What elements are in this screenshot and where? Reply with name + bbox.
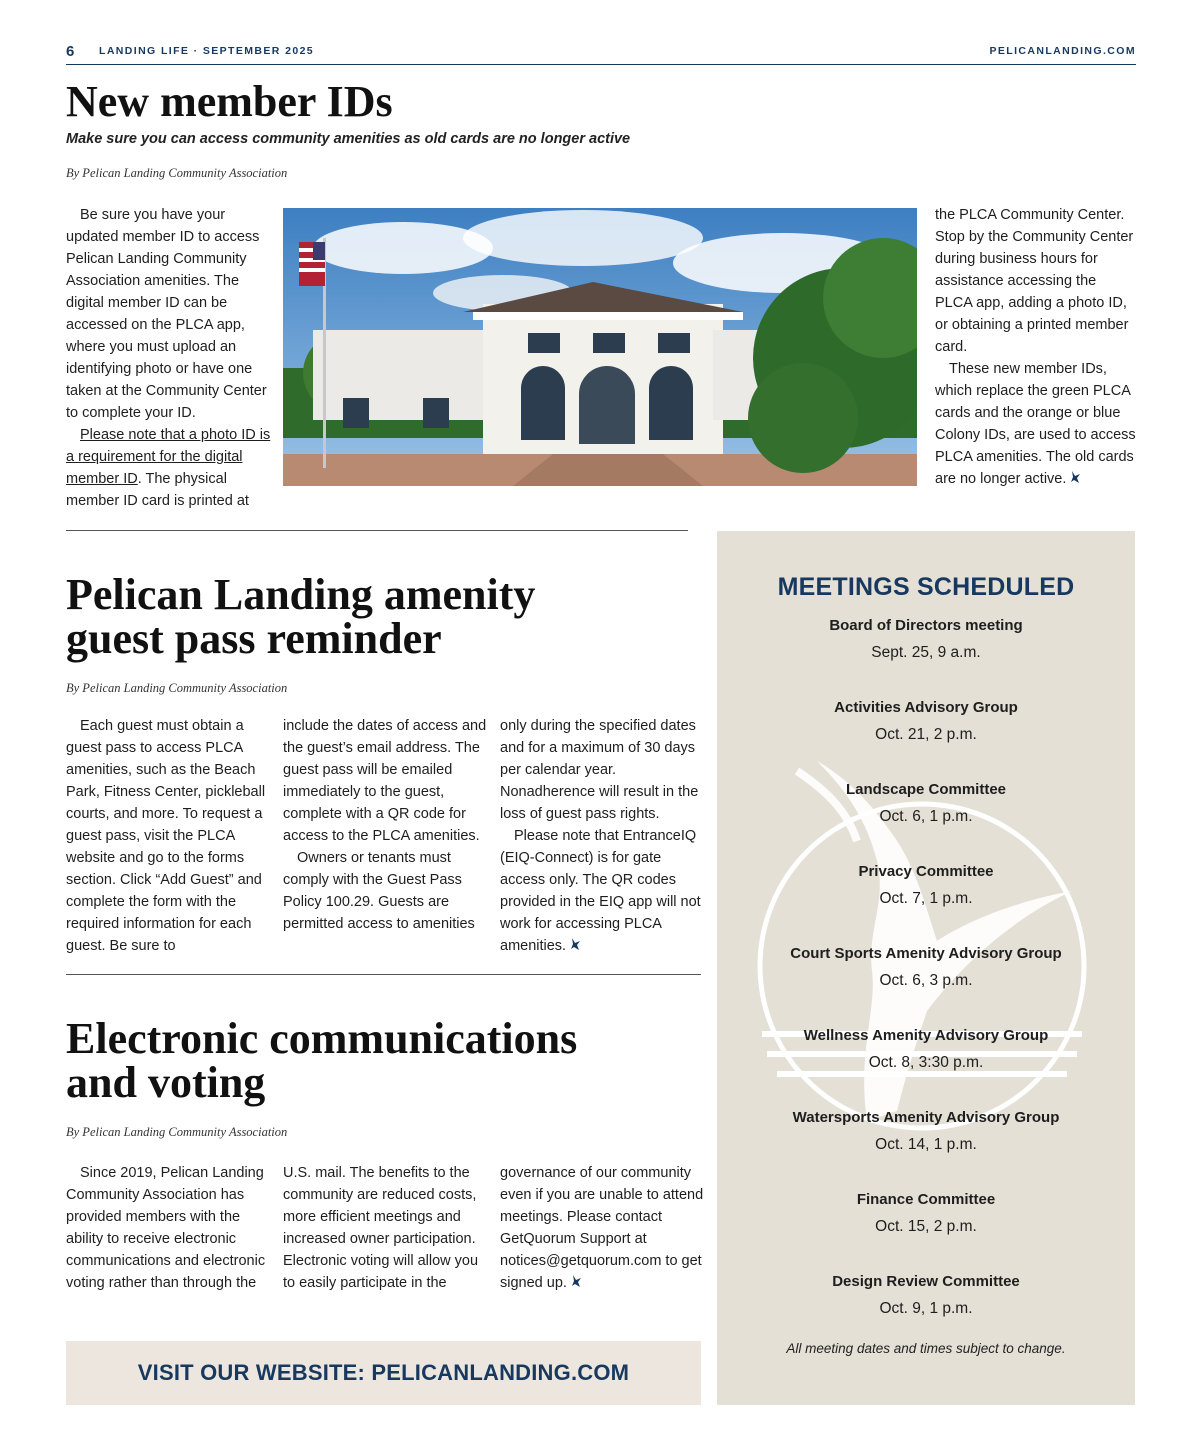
meeting-name: Design Review Committee [832,1273,1020,1290]
article1-text: These new member IDs, which replace the green PLCA cards and the orange or blue Colony IDs, are used to access PLCA amenities. The old cards are no longer active. [935,361,1136,487]
article2-paragraph: only during the specified dates and for a maximum of 30 days per calendar year. Nonadherence will result in the loss of guest pass rights. [500,718,699,822]
article3-column-1 [66,1162,271,1294]
meeting-name: Wellness Amenity Advisory Group [803,1027,1049,1044]
issue-label: LANDING LIFE · SEPTEMBER 2025 [99,45,315,57]
pelican-end-icon [1069,470,1082,484]
meeting-item [717,615,1135,664]
section-divider [66,530,688,531]
meeting-date: Oct. 21, 2 p.m. [875,726,977,743]
article2-paragraph: Owners or tenants must comply with the Guest Pass Policy 100.29. Guests are permitted access to amenities [283,850,475,932]
article3-paragraph: Since 2019, Pelican Landing Community Association has provided members with the ability to receive electronic communications and electronic voting rather than through the [66,1165,266,1291]
article2-text: Please note that EntranceIQ (EIQ-Connect) is for gate access only. The QR codes provided in the EIQ app will not work for accessing PLCA amenities. [500,828,701,954]
article2-column-3 [500,715,705,957]
meetings-title: MEETINGS SCHEDULED [777,573,1075,601]
meeting-name: Activities Advisory Group [834,699,1018,716]
meeting-date: Oct. 7, 1 p.m. [879,890,973,907]
article2-column-1 [66,715,271,957]
meeting-date: Oct. 15, 2 p.m. [875,1218,977,1235]
meeting-name: Finance Committee [856,1191,996,1208]
flag-icon [299,242,325,286]
article1-headline: New member IDs [66,77,393,126]
meeting-date: Oct. 6, 3 p.m. [879,972,973,989]
article1-column-1 [66,204,271,512]
article1-paragraph [66,424,271,512]
meeting-date: Oct. 6, 1 p.m. [879,808,973,825]
article3-headline-line: and voting [66,1058,266,1107]
meeting-item [717,779,1135,828]
section-divider [66,974,701,975]
community-center-photo [283,208,917,486]
article2-paragraph: Each guest must obtain a guest pass to access PLCA amenities, such as the Beach Park, Fitness Center, pickleball courts, and more. To request a guest pass, visit the PLCA website and go to the forms section. Click “Add Guest” and complete the form with the required information for each guest. Be sure to [66,718,266,954]
meeting-item [717,1025,1135,1074]
meeting-item [717,1107,1135,1156]
meeting-name: Court Sports Amenity Advisory Group [790,945,1062,962]
meeting-item [717,1271,1135,1320]
meeting-item [717,1189,1135,1238]
article1-paragraph: Be sure you have your updated member ID to access Pelican Landing Community Association amenities. The digital member ID can be accessed on the PLCA app, where you must upload an identifying photo or have one taken at the Community Center to complete your ID. [66,207,267,421]
article2-paragraph [500,825,705,957]
article2-paragraph: include the dates of access and the guest’s email address. The guest pass will be emailed immediately to the guest, complete with a QR code for access to the PLCA amenities. [283,718,487,844]
meeting-date: Sept. 25, 9 a.m. [871,644,981,661]
article3-headline-line: Electronic communications [66,1014,578,1063]
article1-paragraph: the PLCA Community Center. Stop by the Community Center during business hours for assistance accessing the PLCA app, adding a photo ID, or obtaining a printed member card. [935,207,1134,355]
site-url[interactable]: PELICANLANDING.COM [989,45,1136,57]
meeting-item [717,943,1135,992]
article3-column-3 [500,1162,705,1294]
article2-byline: By Pelican Landing Community Association [66,681,288,695]
website-banner[interactable] [66,1341,701,1405]
article2-headline [66,570,536,663]
article1-paragraph [935,358,1136,490]
community-center-image [283,208,917,486]
article3-byline: By Pelican Landing Community Association [66,1125,288,1139]
pelican-end-icon [570,1274,583,1288]
meeting-name: Board of Directors meeting [829,617,1023,634]
article3-column-2 [283,1162,488,1294]
article2-column-2 [283,715,488,935]
meeting-date: Oct. 14, 1 p.m. [875,1136,977,1153]
article1-dek: Make sure you can access community amenities as old cards are no longer active [66,131,631,147]
article2-headline-line: Pelican Landing amenity [66,570,536,619]
meeting-name: Landscape Committee [845,781,1007,798]
pelican-end-icon [569,937,582,951]
meeting-date: Oct. 9, 1 p.m. [879,1300,973,1317]
meetings-panel [717,531,1135,1405]
article3-headline [66,1014,578,1107]
article1-text: . The physical member ID card is printed at [66,471,249,509]
meeting-date: Oct. 8, 3:30 p.m. [868,1054,984,1071]
article3-text: governance of our community even if you are unable to attend meetings. Please contact GetQuorum Support at notices@getquorum.com to get signed up. [500,1165,704,1291]
article1-column-2 [935,204,1136,490]
meeting-item [717,697,1135,746]
article1-byline: By Pelican Landing Community Association [66,166,288,180]
meetings-note: All meeting dates and times subject to change. [786,1341,1066,1356]
meeting-name: Watersports Amenity Advisory Group [792,1109,1060,1126]
meeting-item [717,861,1135,910]
article2-headline-line: guest pass reminder [66,614,442,663]
website-banner-text[interactable]: VISIT OUR WEBSITE: PELICANLANDING.COM [137,1360,630,1385]
meeting-name: Privacy Committee [858,863,994,880]
photo-id-note: Please note that a photo ID is a requirement for the digital member ID [66,427,271,487]
page-number: 6 [66,43,75,60]
article3-paragraph: U.S. mail. The benefits to the community are reduced costs, more efficient meetings and increased owner participation. Electronic voting will allow you to easily participate in the [283,1165,479,1291]
article3-paragraph [500,1162,705,1294]
header-rule [66,64,1136,65]
